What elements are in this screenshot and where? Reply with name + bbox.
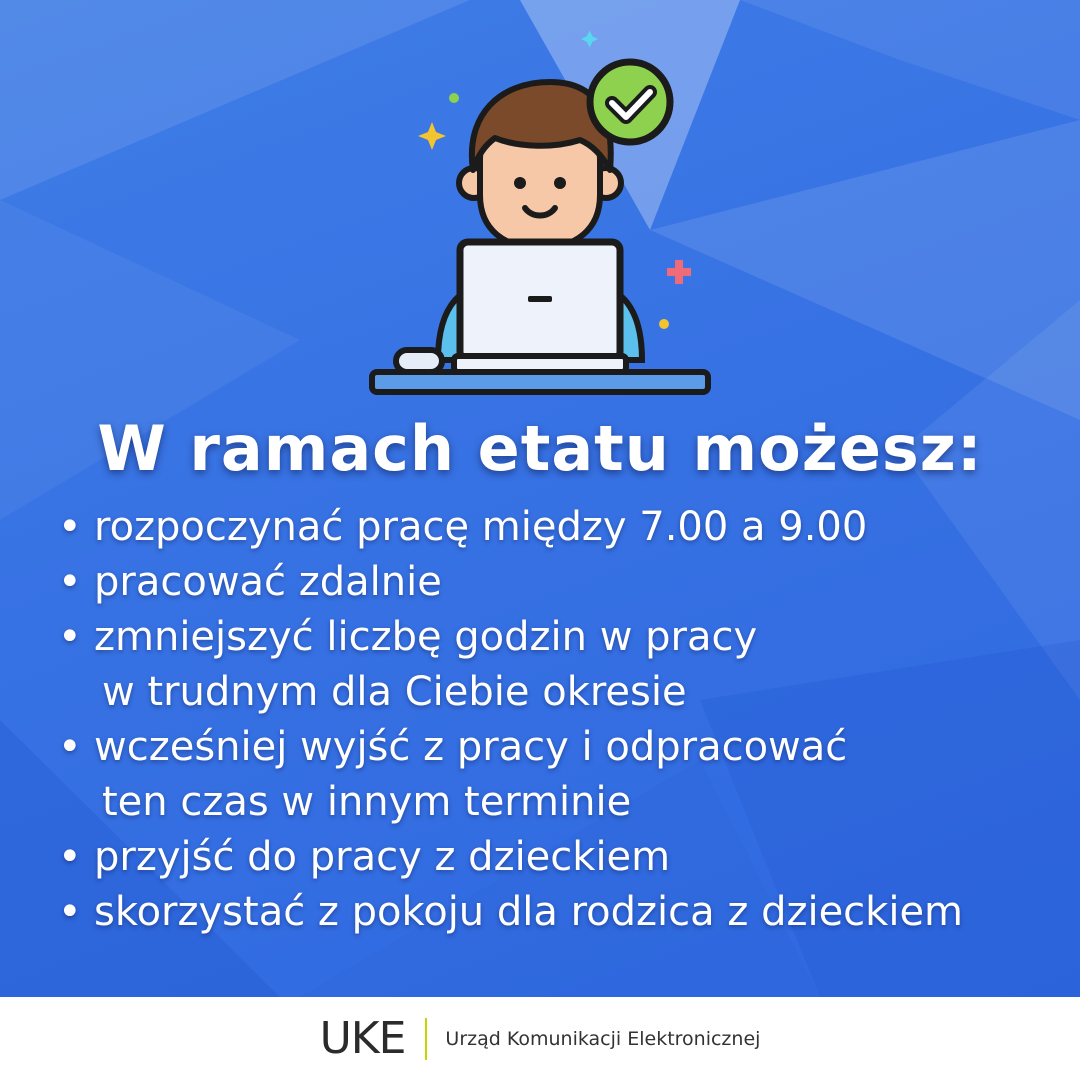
logo-divider [425,1018,427,1060]
list-item-text [94,885,1068,940]
footer [0,997,1080,1080]
bullet-icon: • [58,504,82,550]
list-item-text [94,830,1068,885]
list-item [58,555,1068,610]
sparkle-yellow-icon [418,122,446,150]
dot-green-icon [449,93,459,103]
list-item [58,500,1068,555]
uke-logo: UKE [319,1013,406,1064]
list-item-line: w trudnym dla Ciebie okresie [102,669,687,715]
desk [372,372,708,392]
sparkle-teal-icon [581,31,598,48]
benefits-list [58,500,1068,940]
list-item-line: rozpoczynać pracę między 7.00 a 9.00 [94,504,868,550]
list-item [58,830,1068,885]
list-item-text [94,720,1068,830]
bullet-icon: • [58,724,82,770]
dot-yellow-icon [659,319,669,329]
list-item-text [94,500,1068,555]
bullet-icon: • [58,614,82,660]
person-at-laptop-illustration [360,20,720,405]
list-item-line: ten czas w innym terminie [102,779,632,825]
bullet-icon: • [58,559,82,605]
list-item-line: skorzystać z pokoju dla rodzica z dzieckiem [94,889,964,935]
list-item [58,720,1068,830]
list-item-text [94,555,1068,610]
bullet-icon: • [58,834,82,880]
list-item [58,610,1068,720]
list-item-line: przyjść do pracy z dzieckiem [94,834,671,880]
list-item-line: wcześniej wyjść z pracy i odpracować [94,724,848,770]
list-item-line: zmniejszyć liczbę godzin w pracy [94,614,758,660]
bullet-icon: • [58,889,82,935]
mouse-icon [396,350,442,372]
list-item-line: pracować zdalnie [94,559,442,605]
organization-name: Urząd Komunikacji Elektronicznej [445,1027,761,1050]
check-badge-icon [590,62,670,142]
plus-pink-icon [667,260,691,284]
list-item-text [94,610,1068,720]
list-item [58,885,1068,940]
headline: W ramach etatu możesz: [97,412,983,485]
laptop-icon [454,242,626,372]
